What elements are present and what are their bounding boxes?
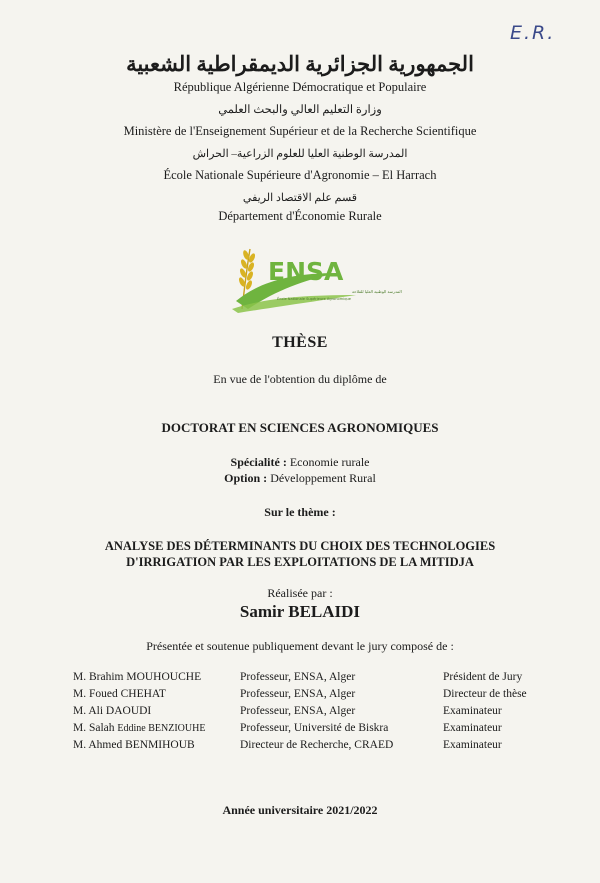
ensa-logo xyxy=(228,243,402,315)
jury-member-grade: Directeur de Recherche, CRAED xyxy=(240,739,394,751)
option-line xyxy=(0,471,600,486)
jury-member-grade: Professeur, ENSA, Alger xyxy=(240,671,356,683)
thesis-type: THÈSE xyxy=(272,334,328,351)
jury-member-name: M. Brahim MOUHOUCHE xyxy=(73,671,202,683)
jury-member-role: Examinateur xyxy=(443,705,502,717)
speciality-line xyxy=(0,455,600,470)
header-fr-department: Département d'Économie Rurale xyxy=(218,209,382,223)
jury-member-name: M. Ahmed BENMIHOUB xyxy=(73,739,195,751)
jury-row xyxy=(0,688,600,704)
header-ar-ministry: وزارة التعليم العالي والبحث العلمي xyxy=(218,104,382,116)
jury-row xyxy=(0,722,600,738)
jury-member-grade: Professeur, ENSA, Alger xyxy=(240,688,356,700)
logo-subtitle-ar: المدرسة الوطنية العليا للفلاحة xyxy=(352,289,402,294)
jury-member-grade: Professeur, Université de Biskra xyxy=(240,722,389,734)
jury-member-role: Examinateur xyxy=(443,722,502,734)
jury-member-name-prefix: M. Salah xyxy=(73,722,118,734)
header-ar-republic: الجمهورية الجزائرية الديمقراطية الشعبية xyxy=(126,52,474,76)
option-label: Option : xyxy=(224,471,268,485)
jury-member-name xyxy=(73,722,205,734)
realized-by-label: Réalisée par : xyxy=(267,586,333,600)
jury-row xyxy=(0,705,600,721)
degree-title: DOCTORAT EN SCIENCES AGRONOMIQUES xyxy=(161,420,439,435)
header-fr-school: École Nationale Supérieure d'Agronomie – El Harrach xyxy=(163,168,437,182)
header-fr-ministry: Ministère de l'Enseignement Supérieur et de la Recherche Scientifique xyxy=(123,124,477,138)
thesis-title-line-2: D'IRRIGATION PAR LES EXPLOITATIONS DE LA MITIDJA xyxy=(126,555,474,569)
logo-subtitle-fr: École Nationale Supérieure Agronomique xyxy=(277,297,351,301)
jury-member-grade: Professeur, ENSA, Alger xyxy=(240,705,356,717)
jury-member-role: Directeur de thèse xyxy=(443,688,527,700)
jury-member-name: M. Foued CHEHAT xyxy=(73,688,166,700)
academic-year: Année universitaire 2021/2022 xyxy=(222,803,378,817)
handwritten-note: E.R. xyxy=(510,22,556,44)
header-fr-republic: République Algérienne Démocratique et Populaire xyxy=(173,80,427,94)
jury-member-name-rest: Eddine BENZIOUHE xyxy=(117,723,206,734)
logo-name: ENSA xyxy=(268,257,344,286)
jury-member-role: Président de Jury xyxy=(443,671,523,683)
jury-member-role: Examinateur xyxy=(443,739,502,751)
jury-row xyxy=(0,671,600,687)
thesis-title-line-1: ANALYSE DES DÉTERMINANTS DU CHOIX DES TECHNOLOGIES xyxy=(104,539,496,553)
jury-row xyxy=(0,739,600,755)
author-name: Samir BELAIDI xyxy=(239,602,361,621)
theme-label: Sur le thème : xyxy=(264,505,336,519)
speciality-value: Economie rurale xyxy=(286,455,370,469)
speciality-label: Spécialité : xyxy=(230,455,287,469)
jury-member-name: M. Ali DAOUDI xyxy=(73,705,152,717)
option-value: Développement Rural xyxy=(267,471,376,485)
jury-intro: Présentée et soutenue publiquement devant le jury composé de : xyxy=(146,639,454,653)
obtention-text: En vue de l'obtention du diplôme de xyxy=(213,372,387,386)
header-ar-department: قسم علم الاقتصاد الريفي xyxy=(242,192,358,204)
header-ar-school: المدرسة الوطنية العليا للعلوم الزراعية– الحراش xyxy=(192,148,408,160)
